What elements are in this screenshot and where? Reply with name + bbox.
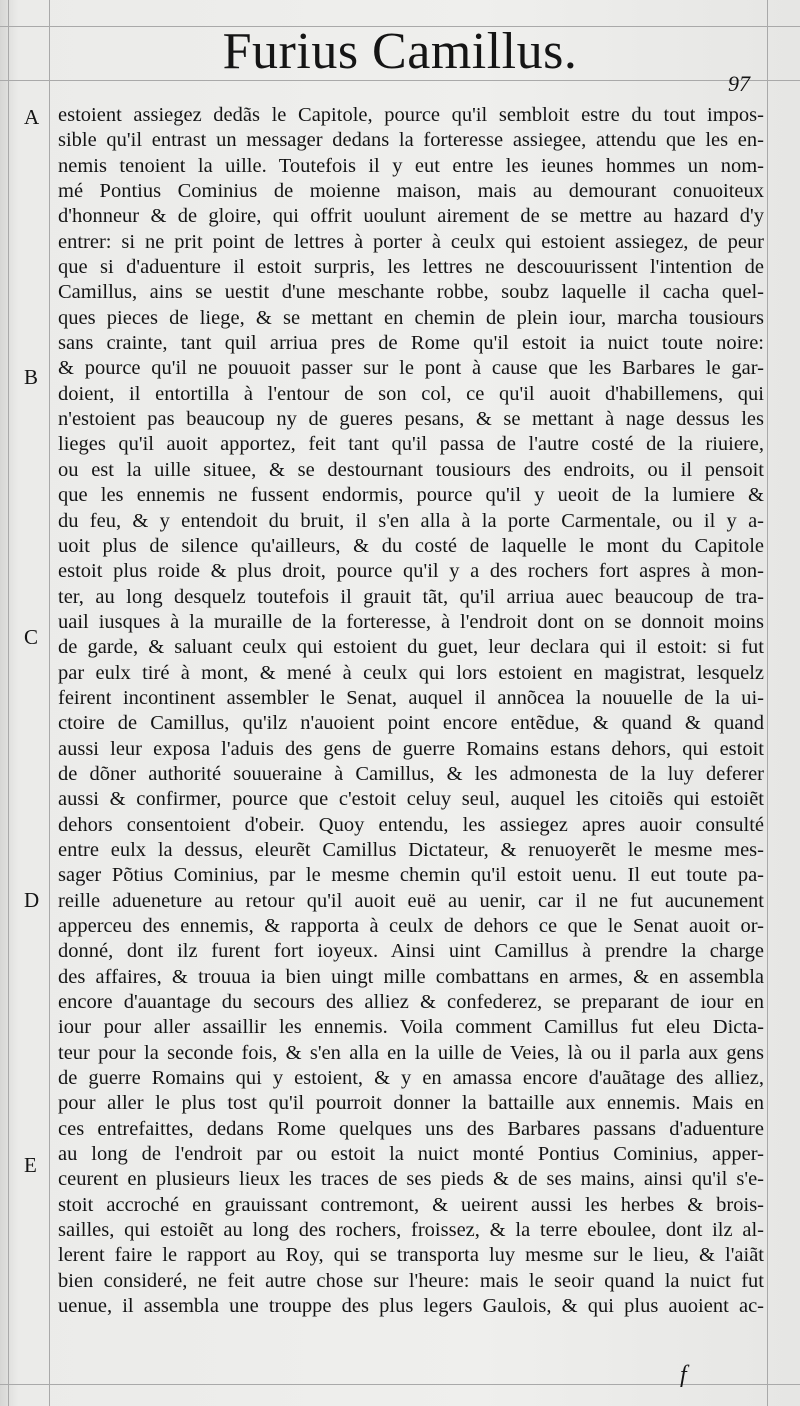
margin-letter-b: B [24, 365, 39, 389]
text-line: doient, il entortilla à l'entour de son col, ce qu'il auoit d'habillemens, qui [58, 382, 764, 405]
text-line: entrer: si ne prit point de lettres à porter à ceulx qui estoient assiegez, de peur [58, 230, 764, 253]
text-line: de garde, & saluant ceulx qui estoient du guet, leur declara qui il estoit: si fut [58, 636, 764, 659]
text-line: estoient assiegez dedãs le Capitole, pource qu'il sembloit estre du tout impos- [58, 104, 764, 126]
text-line: apperceu des ennemis, & rapporta à ceulx de dehors ce que le Senat auoit or- [58, 915, 764, 937]
text-line: d'honneur & de gloire, qui offrit uoulunt airement de se mettre au hazard d'y [58, 205, 764, 228]
text-line: stoit accroché en grauissant contremont, & ueirent aussi les herbes & brois- [58, 1193, 764, 1216]
text-line: ces entrefaittes, dedans Rome quelques uns des Barbares passans d'aduenture [58, 1117, 764, 1140]
text-line: & pource qu'il ne pouuoit passer sur le pont à cause que les Barbares le gar- [58, 357, 764, 380]
text-line: du feu, & y entendoit du bruit, il s'en alla à la porte Carmentale, ou il y a- [58, 509, 764, 532]
signature-mark: f [680, 1362, 687, 1388]
text-line: sager Põtius Cominius, par le mesme chemin qu'il estoit uenu. Il eut toute pa- [58, 864, 764, 887]
page-title: Furius Camillus. [222, 23, 578, 80]
text-line: aussi & confirmer, pource que c'estoit celuy seul, auquel les citoiẽs qui estoiẽt [58, 788, 764, 811]
margin-letter-a: A [24, 105, 40, 129]
text-line: donné, dont ilz furent fort ioyeux. Ainsi uint Camillus à prendre la charge [58, 940, 764, 963]
text-line: dehors consentoient d'obeir. Quoy entendu, les assiegez apres auoir consulté [58, 813, 764, 836]
margin-letter-e: E [24, 1153, 37, 1177]
text-line: que les ennemis ne fussent endormis, pource qu'il y ueoit de la lumiere & [58, 484, 764, 507]
text-line: lerent faire le rapport au Roy, qui se transporta luy mesme sur le lieu, & l'aiãt [58, 1244, 764, 1267]
text-line: sailles, qui estoiẽt au long des rochers, froissez, & la terre eboulee, dont ilz al- [58, 1219, 764, 1242]
text-line: des affaires, & trouua ia bien uingt mille combattans en armes, & en assembla [58, 965, 764, 988]
text-line: ou est la uille situee, & se destournant tousiours des endroits, ou il pensoit [58, 458, 764, 481]
text-line: feirent incontinent assembler le Senat, auquel il annõcea la nouuelle de la ui- [58, 686, 764, 709]
text-line: nemis tenoient la uille. Toutefois il y eut entre les ieunes hommes un nom- [58, 154, 764, 177]
margin-letter-d: D [24, 888, 40, 912]
text-line: lieges qu'il auoit apportez, feit tant qu'il passa de l'autre costé de la riuiere, [58, 433, 764, 456]
text-line: uenue, il assembla une trouppe des plus legers Gaulois, & qui plus auoient ac- [58, 1295, 764, 1318]
text-line: que si d'aduenture il estoit surpris, les lettres ne descouurissent l'intention de [58, 256, 764, 279]
text-line: par eulx tiré à mont, & mené à ceulx qui lors estoient en magistrat, lesquelz [58, 661, 764, 684]
text-line: ques pieces de liege, & se mettant en chemin de plein iour, marcha tousiours [58, 306, 764, 329]
text-line: teur pour la seconde fois, & s'en alla en la uille de Veies, là ou il parla aux gens [58, 1041, 764, 1064]
text-line: sans crainte, tant quil arriua pres de Rome qu'il estoit ia nuict toute noire: [58, 332, 764, 355]
page-number: 97 [728, 71, 750, 96]
text-line: uoit plus de silence qu'ailleurs, & du costé de laquelle le mont du Capitole [58, 534, 764, 557]
text-line: de dõner authorité souueraine à Camillus, & les admonesta de la luy deferer [58, 762, 764, 785]
text-line: sible qu'il entrast un messager dedans la forteresse assiegee, attendu que les en- [58, 129, 764, 152]
text-line: encore d'auantage du secours des alliez & confederez, se preparant de iour en [58, 991, 764, 1014]
text-line: bien consideré, ne feit autre chose sur l'heure: mais le seoir quand la nuict fut [58, 1269, 764, 1292]
text-line: Camillus, ains se uestit d'une meschante robbe, soubz laquelle il cacha quel- [58, 281, 764, 304]
text-line: mé Pontius Cominius de moienne maison, mais au demourant conuoiteux [58, 180, 764, 203]
text-line: iour pour aller assaillir les ennemis. Voila comment Camillus fut eleu Dicta- [58, 1016, 764, 1039]
text-line: entre eulx la dessus, eleurẽt Camillus Dictateur, & renuoyerẽt le mesme mes- [58, 838, 764, 861]
text-line: ceurent en plusieurs lieux les traces de ses pieds & de ses mains, ainsi qu'il s'e- [58, 1168, 764, 1191]
text-line: reille adueneture au retour qu'il auoit euë au uenir, car il ne fut aucunement [58, 889, 764, 912]
left-outer-rule [8, 0, 9, 1406]
text-line: n'estoient pas beaucoup ny de gueres pesans, & se mettant à nage dessus les [58, 408, 764, 431]
body-text [58, 103, 764, 1320]
text-line: aussi leur exposa l'aduis des gens de guerre Romains estans dehors, qui estoit [58, 737, 764, 760]
text-line: ter, au long desquelz toutefois il grauit tãt, qu'il arriua auec beaucoup de tra- [58, 585, 764, 608]
text-line: de guerre Romains qui y estoient, & y en amassa encore d'auãtage des alliez, [58, 1067, 764, 1090]
text-line: uail iusques à la muraille de la forteresse, à l'endroit dont on se donnoit moins [58, 610, 764, 633]
text-line: au long de l'endroit par ou estoit la nuict monté Pontius Cominius, apper- [58, 1143, 764, 1166]
text-line: estoit plus roide & plus droit, pource qu'il y a des rochers fort aspres à mon- [58, 560, 764, 583]
margin-letter-c: C [24, 625, 39, 649]
right-rule [767, 0, 768, 1406]
text-line: ctoire de Camillus, qu'ilz n'auoient point encore entẽdue, & quand & quand [58, 712, 764, 735]
left-inner-rule [49, 0, 50, 1406]
text-line: pour aller le plus tost qu'il pourroit donner la battaille aux ennemis. Mais en [58, 1092, 764, 1115]
